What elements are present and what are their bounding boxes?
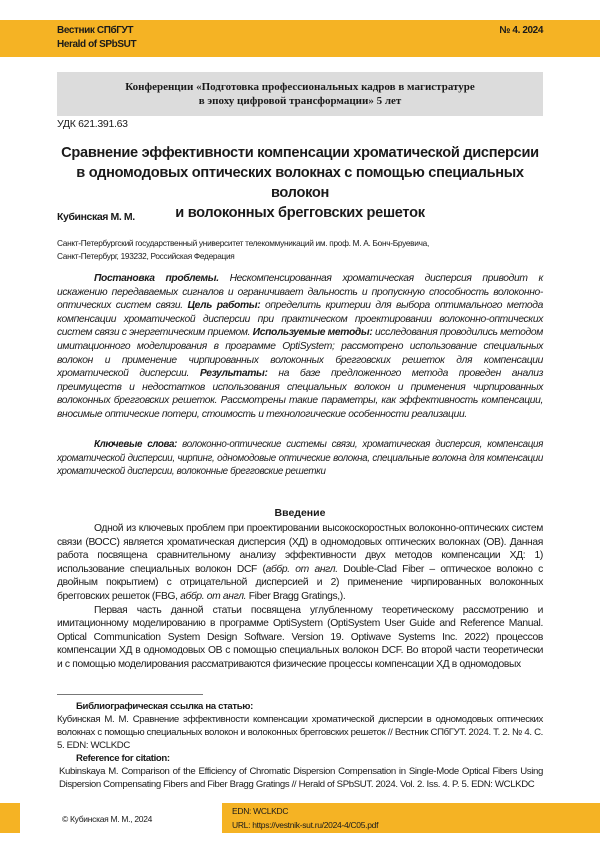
intro-text: Одной из ключевых проблем при проектировании высокоскоростных волоконно-оптических систем связи (ВОСС) является хроматическая дисперсия (ХД) в одномодовых оптических волокнах (ОВ). Данная работа посвящена сравнительному анализу эффективности двух методов компенсации ХД: 1) использование специальных волокон DCF (	[57, 523, 543, 575]
intro-text: Double-Clad Fiber – оптическое волокно с двойным покрытием) с отрицательной дисперсией и 2) применение чирпированных волоконных брегговских решеток (FBG,	[57, 564, 543, 602]
abbr-note: аббр. от англ.	[180, 591, 246, 602]
intro-paragraph-2: Первая часть данной статьи посвящена углубленному теоретическому рассмотрению и имитационному моделированию в программе OptiSystem (OptiSystem User Guide and Reference Manual. Optical Communication System Design Software. Version 19. Optiwave Systems Inc. 2022) процессов компенсации ХД в одномодовых ОВ с помощью специальных волокон DCF. Во второй части теоретически и с помощью моделирования рассматриваются физические процессы компенсации ХД в одномодовых	[57, 604, 543, 672]
methods-label: Используемые методы:	[253, 327, 373, 338]
footer-accent	[0, 803, 20, 833]
citation-en-text: Kubinskaya M. Comparison of the Efficiency of Chromatic Dispersion Compensation in Single-Mode Optical Fibers Using Dispersion Compensating Fibers and Fiber Bragg Gratings // Herald of SPbSUT. 2024. Vol. 2. Iss. 4. P. 5. EDN: WCLKDC	[57, 765, 543, 791]
journal-name-en: Herald of SPbSUT	[57, 39, 136, 50]
title-line-1: Сравнение эффективности компенсации хроматической дисперсии	[57, 143, 543, 163]
conference-banner	[57, 72, 543, 116]
udk-code: УДК 621.391.63	[57, 118, 128, 130]
title-line-3: и волоконных брегговских решеток	[57, 203, 543, 223]
copyright: © Кубинская М. М., 2024	[62, 814, 152, 824]
results-label: Результаты:	[200, 368, 268, 379]
affiliation	[57, 237, 543, 263]
abbr-note: аббр. от англ.	[266, 564, 338, 575]
methods-text: исследования проводились методом имитационного моделирования в программе OptiSystem; рассмотрено использование специальных волокон и применение чирпированных волоконных брегговских решеток для компенсации хроматической дисперсии.	[57, 327, 543, 379]
keywords-text: волоконно-оптические системы связи, хроматическая дисперсия, компенсация хроматической дисперсии, чирпинг, одномодовые оптические волокна, специальные волокна для компенсации хроматической дисперсии, волоконные брегговские решетки	[57, 439, 543, 477]
affiliation-line-2: Санкт-Петербург, 193232, Российская Федерация	[57, 250, 543, 263]
footer-edn: EDN: WCLKDC	[232, 806, 288, 816]
abstract	[57, 272, 543, 422]
footnote-divider	[57, 694, 203, 695]
intro-text: Fiber Bragg Gratings,).	[246, 591, 345, 602]
citation-block	[57, 700, 543, 791]
results-text: на базе предложенного метода проведен анализ преимуществ и недостатков использования специальных волокон и применения чирпированных волоконных брегговских решеток. Рассмотрены такие параметры, как эффективность компенсации, вносимые оптические потери, стоимость и технологические особенности реализации.	[57, 368, 543, 420]
goal-text: определить критерии для выбора оптимального метода компенсации хроматической дисперсии при практическом проектировании волоконно-оптических систем связи с энергетическим приемом.	[57, 300, 543, 338]
affiliation-line-1: Санкт-Петербургский государственный университет телекоммуникаций им. проф. М. А. Бонч-Бруевича,	[57, 237, 543, 250]
introduction-heading: Введение	[57, 507, 543, 519]
journal-header-bar	[0, 20, 600, 57]
journal-name-ru: Вестник СПбГУТ	[57, 25, 133, 36]
intro-paragraph-1	[57, 522, 543, 604]
conference-line-1: Конференции «Подготовка профессиональных кадров в магистратуре	[57, 80, 543, 94]
introduction-body	[57, 522, 543, 672]
keywords-label: Ключевые слова:	[94, 439, 177, 450]
problem-text: Нескомпенсированная хроматическая дисперсия приводит к искажению передаваемых сигналов и ограничивает дальность и пропускную способность волоконно-оптических систем связи.	[57, 273, 543, 311]
problem-label: Постановка проблемы.	[94, 273, 219, 284]
conference-line-2: в эпоху цифровой трансформации» 5 лет	[57, 94, 543, 108]
citation-ru-text: Кубинская М. М. Сравнение эффективности компенсации хроматической дисперсии в одномодовых оптических волокнах с помощью специальных волокон и волоконных брегговских решеток // Вестник СПбГУТ. 2024. Т. 2. № 4. С. 5. EDN: WCLKDC	[57, 713, 543, 752]
footer-url[interactable]: URL: https://vestnik-sut.ru/2024-4/C05.pdf	[232, 820, 378, 830]
author: Кубинская М. М.	[57, 211, 135, 223]
goal-label: Цель работы:	[187, 300, 260, 311]
keywords	[57, 438, 543, 479]
citation-en-heading: Reference for citation:	[57, 752, 543, 765]
issue-number: № 4. 2024	[499, 25, 543, 36]
footer-info-bar	[222, 803, 600, 833]
citation-ru-heading: Библиографическая ссылка на статью:	[57, 700, 543, 713]
title-line-2: в одномодовых оптических волокнах с помощью специальных волокон	[57, 163, 543, 203]
